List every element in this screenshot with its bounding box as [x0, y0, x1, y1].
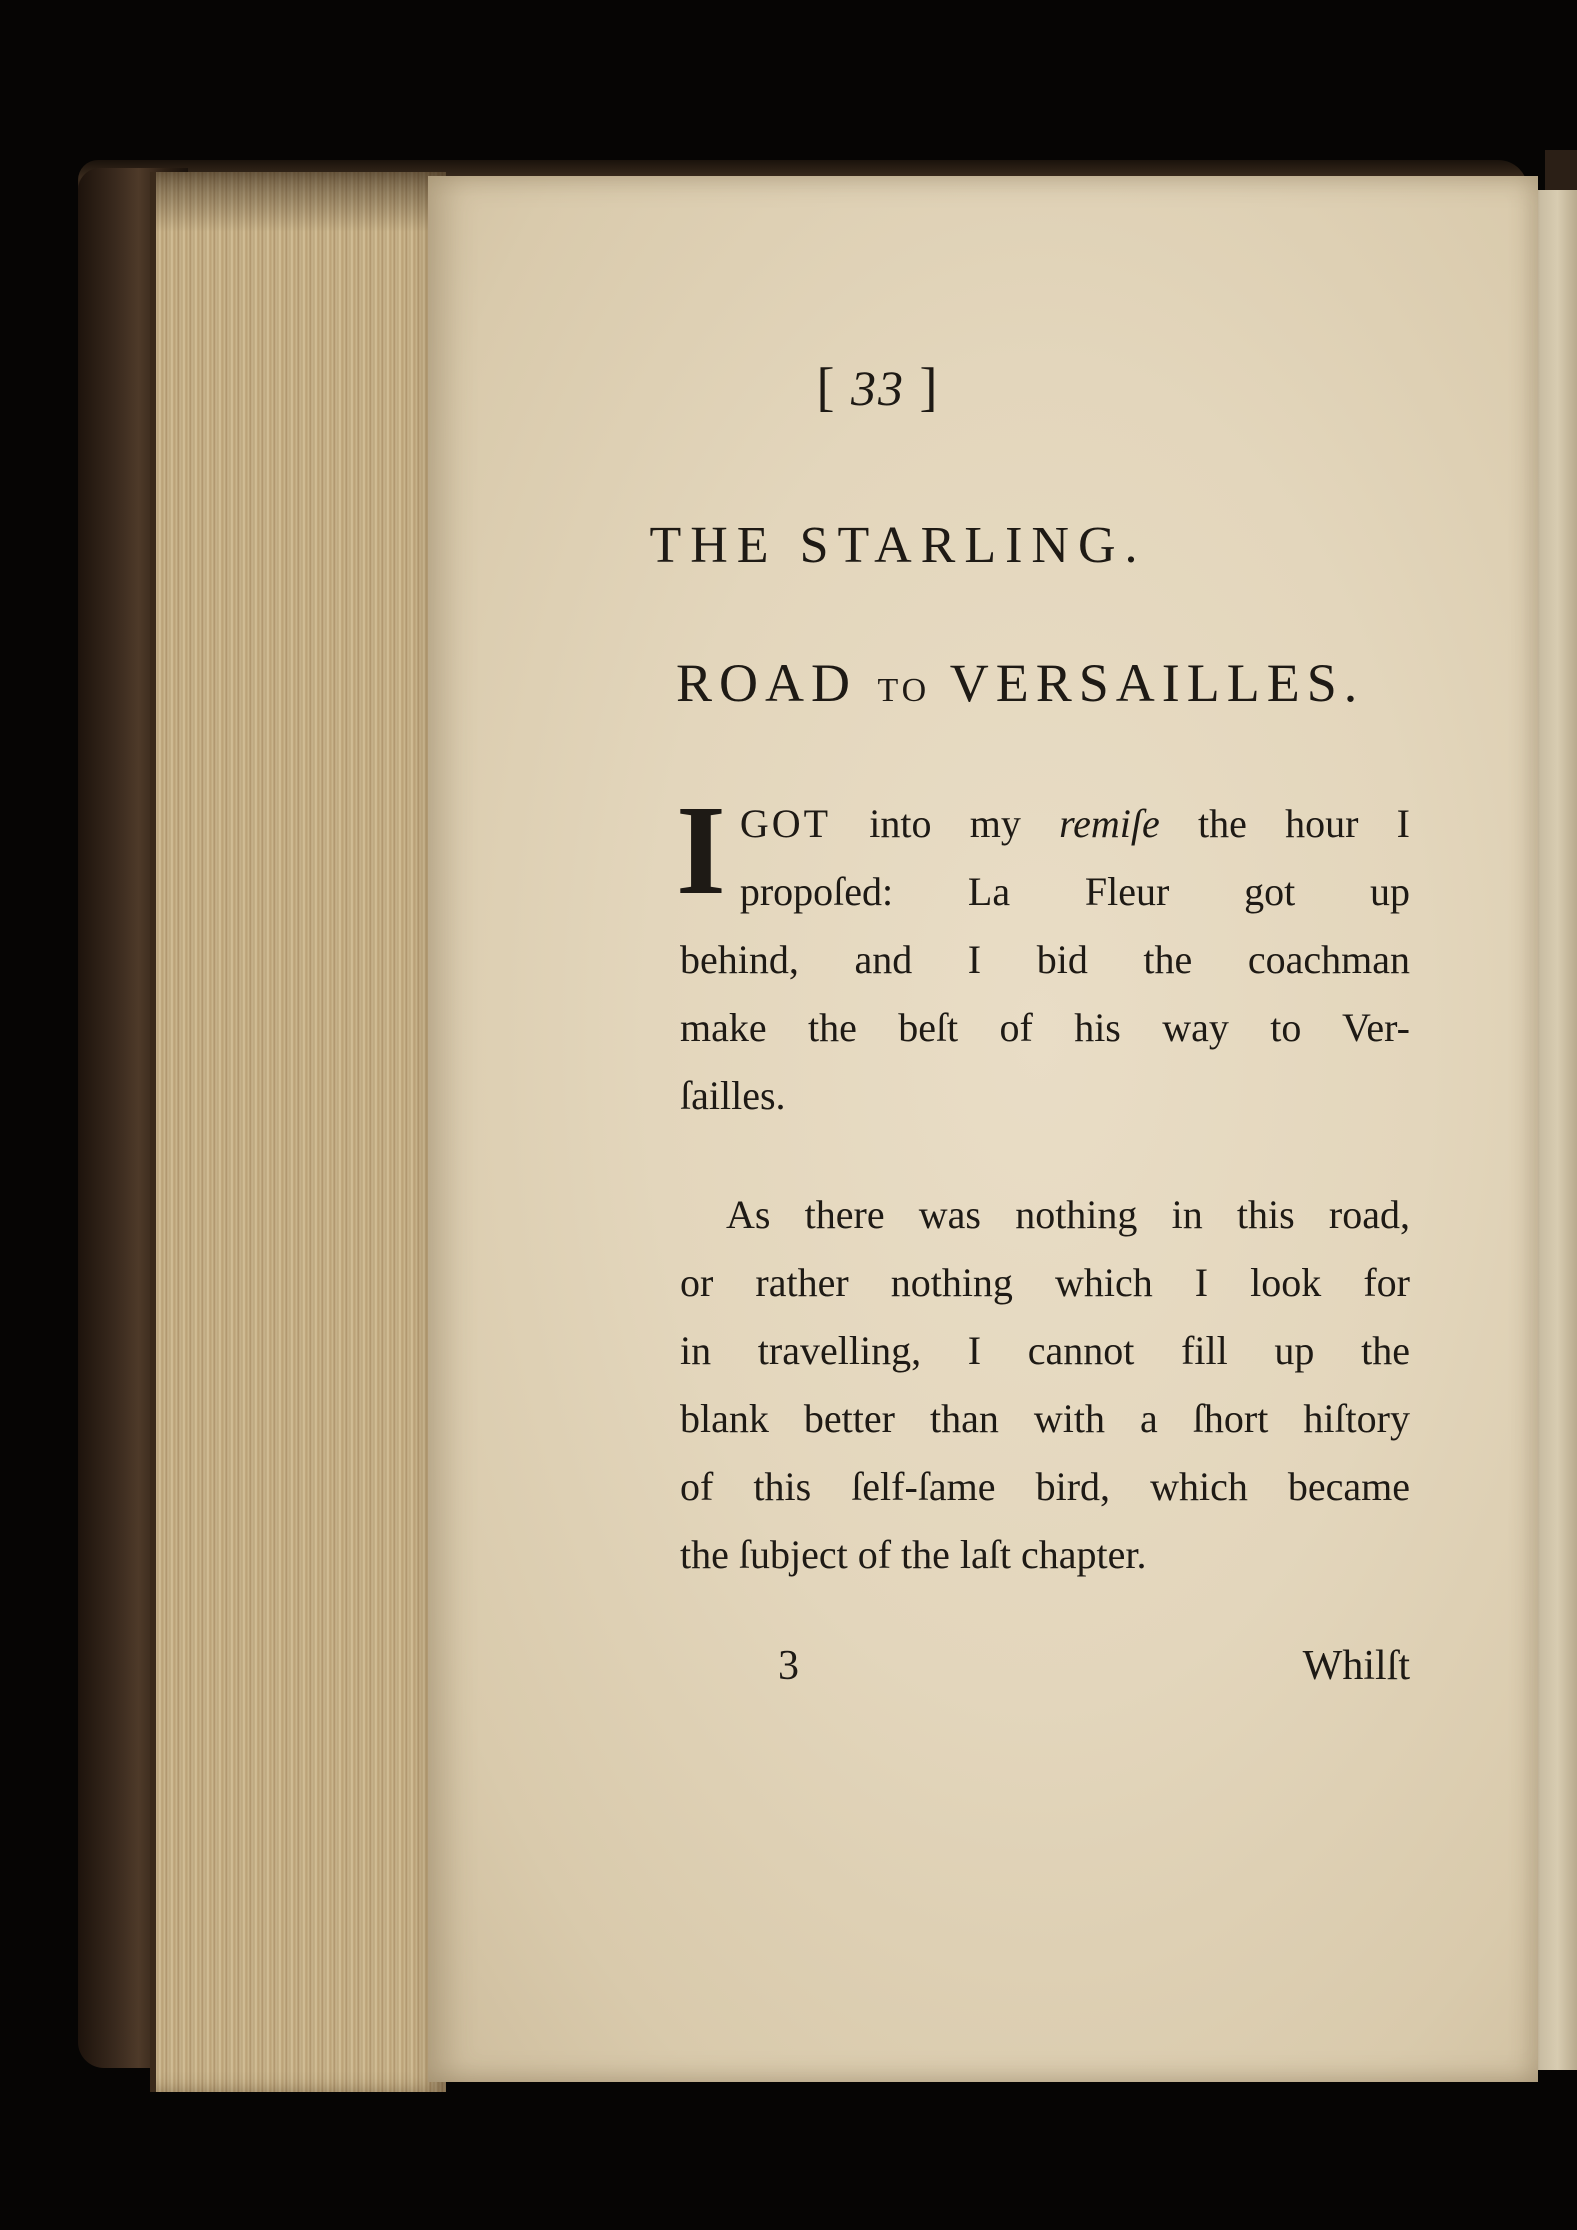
- paragraph-1-line-2: propoſed: La Fleur got up: [739, 869, 1410, 914]
- chapter-title: THE STARLING.: [649, 517, 1147, 574]
- paragraph-1-line-3: behind, and I bid the coachman: [680, 937, 1410, 982]
- paragraph-2-line-3: in travelling, I cannot fill up the: [680, 1328, 1410, 1373]
- section-title-part3: VERSAILLES.: [949, 653, 1365, 713]
- paragraph-2-line-5: of this ſelf-ſame bird, which became: [680, 1464, 1410, 1509]
- header-open-bracket: [: [816, 357, 837, 417]
- drop-cap: I: [676, 779, 726, 921]
- section-title-part2: TO: [877, 672, 931, 709]
- section-title: [676, 652, 1416, 714]
- book-page: [428, 176, 1538, 2082]
- page-number: 33: [851, 360, 905, 416]
- paragraph-1-line-5: ſailles.: [680, 1073, 786, 1118]
- signature-mark: 3: [778, 1643, 799, 1689]
- page-edges: [150, 172, 446, 2092]
- paragraph-2: [680, 1181, 1410, 1589]
- section-title-part1: ROAD: [676, 653, 858, 713]
- paragraph-1-line-4: make the beſt of his way to Ver-: [680, 1005, 1410, 1050]
- paragraph-1-line-1: GOT into my remiſe the hour I: [739, 801, 1410, 846]
- paragraph-2-line-4: blank better than with a ſhort hiſtory: [680, 1396, 1410, 1441]
- paragraph-2-line-6: the ſubject of the laſt chapter.: [680, 1532, 1147, 1577]
- header-close-bracket: ]: [919, 357, 940, 417]
- catchword: Whilſt: [1302, 1643, 1410, 1689]
- paragraph-2-line-1: As there was nothing in this road,: [726, 1192, 1410, 1237]
- paragraph-2-line-2: or rather nothing which I look for: [680, 1260, 1410, 1305]
- page-header: [428, 356, 1328, 418]
- paragraph-1: [676, 779, 1410, 1130]
